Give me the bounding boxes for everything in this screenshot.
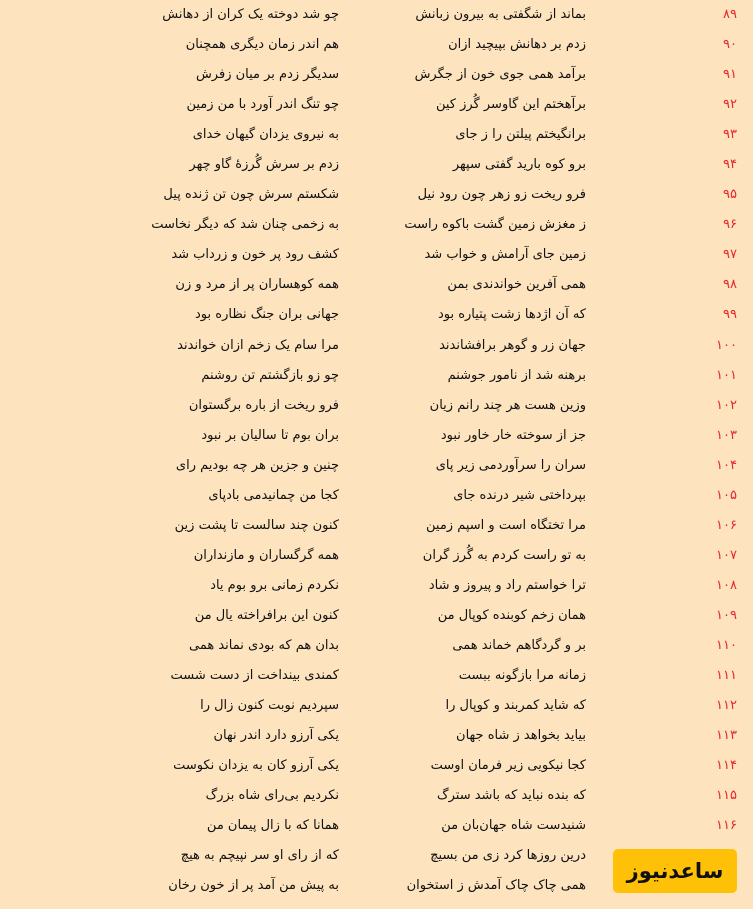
- verse-row: [0, 302, 753, 332]
- verse-row: [0, 333, 753, 363]
- verse-number: ۱۰۸: [716, 577, 737, 593]
- verse-row: [0, 483, 753, 513]
- verse-number: ۱۱۰: [716, 637, 737, 653]
- verse-number: ۹۰: [723, 37, 737, 53]
- verse-number: ۱۰۰: [716, 337, 737, 353]
- second-hemistich: مرا تختگاه است و اسپم زمین: [426, 517, 586, 533]
- first-hemistich: همانا که با زال پیمان من: [206, 818, 339, 834]
- second-hemistich: سران را سرآوردمی زیر پای: [435, 457, 586, 473]
- first-hemistich: همه گرگساران و مازنداران: [193, 547, 339, 563]
- verse-number: ۹۸: [723, 277, 737, 293]
- first-hemistich: که از رای او سر نپیچم به هیچ: [180, 848, 339, 864]
- first-hemistich: یکی آرزو کان به یزدان نکوست: [173, 758, 339, 774]
- second-hemistich: بپرداختی شیر درنده جای: [453, 487, 586, 503]
- first-hemistich: به نیروی یزدان گیهان خدای: [192, 127, 339, 143]
- verse-number: ۸۹: [723, 7, 737, 22]
- verse-number: ۱۰۹: [716, 607, 737, 623]
- second-hemistich: بماند از شگفتی به بیرون زبانش: [415, 7, 586, 22]
- first-hemistich: کشف رود پر خون و زرداب شد: [171, 247, 339, 263]
- verse-row: [0, 753, 753, 783]
- verse-row: [0, 393, 753, 423]
- verse-number: ۱۰۳: [716, 427, 737, 443]
- verse-number: ۱۱۵: [716, 788, 737, 804]
- verse-row: [0, 633, 753, 663]
- verse-row: [0, 723, 753, 753]
- verse-row: [0, 573, 753, 603]
- poem-table: [0, 2, 753, 903]
- second-hemistich: زدم بر دهانش بپیچید ازان: [448, 37, 586, 53]
- second-hemistich: همی چاک چاک آمدش ز استخوان: [406, 878, 586, 894]
- verse-number: ۹۵: [723, 187, 737, 203]
- first-hemistich: همه کوهساران پر از مرد و زن: [175, 277, 339, 293]
- verse-row: [0, 152, 753, 182]
- verse-number: ۱۱۱: [716, 668, 737, 684]
- verse-number: ۹۷: [723, 247, 737, 263]
- verse-row: [0, 272, 753, 302]
- verse-row: [0, 423, 753, 453]
- first-hemistich: به پیش من آمد پر از خون رخان: [168, 878, 339, 894]
- second-hemistich: برهنه شد از نامور جوشنم: [447, 367, 586, 383]
- first-hemistich: سپردیم نوبت کنون زال را: [200, 698, 339, 714]
- first-hemistich: جهانی بران جنگ نظاره بود: [195, 307, 339, 323]
- first-hemistich: کنون این برافراخته یال من: [194, 607, 339, 623]
- second-hemistich: درین روزها کرد زی من بسیچ: [430, 848, 586, 864]
- verse-row: [0, 783, 753, 813]
- first-hemistich: هم اندر زمان دیگری همچنان: [185, 37, 339, 53]
- verse-number: ۹۱: [723, 67, 737, 83]
- second-hemistich: برانگیختم پیلتن را ز جای: [455, 127, 586, 143]
- second-hemistich: که آن اژدها زشت پتیاره بود: [437, 307, 586, 323]
- second-hemistich: برآهختم این گاوسر گُرز کین: [435, 97, 586, 113]
- first-hemistich: به زخمی چنان شد که دیگر نخاست: [151, 217, 339, 233]
- verse-row: [0, 813, 753, 843]
- first-hemistich: کجا من چمانیدمی بادپای: [208, 487, 339, 503]
- first-hemistich: چو زو بازگشتم تن روشنم: [201, 367, 339, 383]
- second-hemistich: شنیدست شاه جهان‌بان من: [441, 818, 586, 834]
- second-hemistich: وزین هست هر چند رانم زیان: [429, 397, 586, 413]
- second-hemistich: جز از سوخته خار خاور نبود: [440, 427, 586, 443]
- verse-number: ۱۰۷: [716, 547, 737, 563]
- second-hemistich: کجا نیکویی زیر فرمان اوست: [430, 758, 586, 774]
- second-hemistich: که شاید کمربند و کوپال را: [445, 698, 586, 714]
- verse-number: ۱۰۱: [716, 367, 737, 383]
- first-hemistich: شکستم سرش چون تن ژنده پیل: [163, 187, 339, 203]
- verse-row: [0, 453, 753, 483]
- first-hemistich: چنین و جزین هر چه بودیم رای: [175, 457, 339, 473]
- first-hemistich: سدیگر زدم بر میان زفرش: [195, 67, 339, 83]
- verse-row: [0, 62, 753, 92]
- first-hemistich: کمندی بینداخت از دست شست: [170, 668, 339, 684]
- first-hemistich: چو تنگ اندر آورد با من زمین: [186, 97, 339, 113]
- verse-row: [0, 363, 753, 393]
- verse-row: [0, 212, 753, 242]
- first-hemistich: چو شد دوخته یک کران از دهانش: [162, 7, 339, 22]
- first-hemistich: بران بوم تا سالیان بر نبود: [201, 427, 339, 443]
- verse-number: ۱۱۴: [716, 758, 737, 774]
- second-hemistich: به تو راست کردم به گُرز گران: [422, 547, 586, 563]
- second-hemistich: همی آفرین خواندندی بمن: [447, 277, 586, 293]
- second-hemistich: همان زخم کوبنده کوپال من: [437, 607, 586, 623]
- first-hemistich: فرو ریخت از باره برگستوان: [188, 397, 339, 413]
- verse-number: ۹۴: [723, 157, 737, 173]
- verse-number: ۱۰۵: [716, 487, 737, 503]
- first-hemistich: یکی آرزو دارد اندر نهان: [213, 728, 339, 744]
- verse-row: [0, 2, 753, 32]
- first-hemistich: نکردیم بی‌رای شاه بزرگ: [205, 788, 339, 804]
- second-hemistich: که بنده نباید که باشد سترگ: [436, 788, 586, 804]
- verse-number: ۹۲: [723, 97, 737, 113]
- verse-number: ۱۰۴: [716, 457, 737, 473]
- verse-row: [0, 603, 753, 633]
- second-hemistich: برآمد همی جوی خون از جگرش: [414, 67, 586, 83]
- site-logo: ساعدنیوز: [613, 849, 737, 893]
- verse-row: [0, 663, 753, 693]
- second-hemistich: زمین جای آرامش و خواب شد: [424, 247, 586, 263]
- verse-number: ۱۰۶: [716, 517, 737, 533]
- first-hemistich: بدان هم که بودی نماند همی: [189, 637, 339, 653]
- verse-row: [0, 513, 753, 543]
- second-hemistich: ز مغزش زمین گشت باکوه راست: [404, 217, 586, 233]
- second-hemistich: فرو ریخت زو زهر چون رود نیل: [417, 187, 586, 203]
- first-hemistich: کنون چند سالست تا پشت زین: [174, 517, 339, 533]
- first-hemistich: مرا سام یک زخم ازان خواندند: [177, 337, 339, 353]
- verse-row: [0, 543, 753, 573]
- second-hemistich: بر و گردگاهم خماند همی: [452, 637, 586, 653]
- verse-number: ۹۶: [723, 217, 737, 233]
- second-hemistich: جهان زر و گوهر برافشاندند: [439, 337, 586, 353]
- verse-row: [0, 32, 753, 62]
- first-hemistich: زدم بر سرش گُرزهٔ گاو چهر: [189, 157, 339, 173]
- verse-number: ۱۱۶: [716, 818, 737, 834]
- verse-number: ۹۳: [723, 127, 737, 143]
- verse-row: [0, 693, 753, 723]
- verse-number: ۱۱۲: [716, 698, 737, 714]
- verse-number: ۹۹: [723, 307, 737, 323]
- second-hemistich: ترا خواستم راد و پیروز و شاد: [428, 577, 586, 593]
- second-hemistich: برو کوه بارید گفتی سپهر: [452, 157, 586, 173]
- second-hemistich: بیاید بخواهد ز شاه جهان: [456, 728, 586, 744]
- verse-row: [0, 92, 753, 122]
- verse-row: [0, 242, 753, 272]
- verse-row: [0, 122, 753, 152]
- verse-number: ۱۱۳: [716, 728, 737, 744]
- first-hemistich: نکردم زمانی برو بوم یاد: [210, 577, 339, 593]
- verse-row: [0, 182, 753, 212]
- verse-number: ۱۰۲: [716, 397, 737, 413]
- second-hemistich: زمانه مرا بازگونه ببست: [458, 668, 586, 684]
